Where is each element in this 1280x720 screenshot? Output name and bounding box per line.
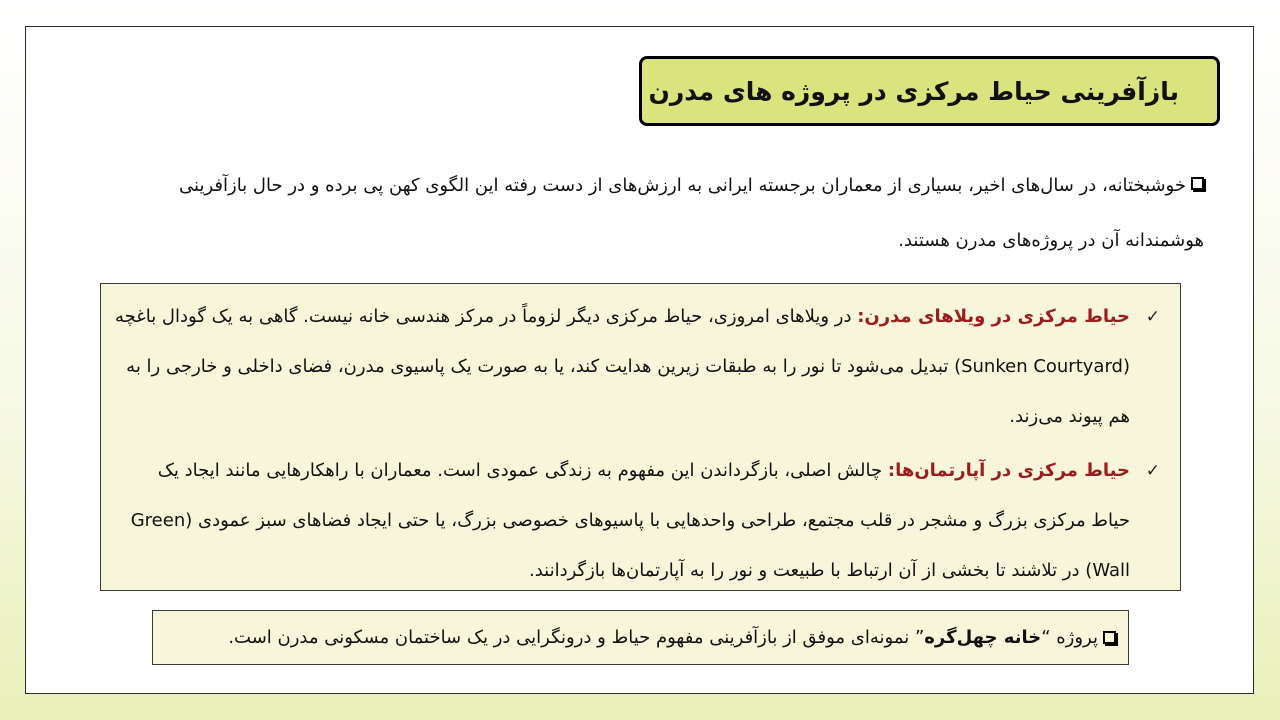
list-box [100,283,1181,591]
intro-paragraph [120,158,1204,268]
item-text-before: در ویلاهای امروزی، حیاط مرکزی دیگر لزوماً در مرکز هندسی خانه نیست. گاهی به یک گودال باغچه ( [115,306,1130,377]
check-icon: ✓ [1145,307,1160,327]
square-bullet-icon [1103,631,1116,644]
intro-text: خوشبختانه، در سال‌های اخیر، بسیاری از معماران برجسته ایرانی به ارزش‌های از دست رفته این الگوی کهن پی برده و در حال بازآفرینی هوشمندانه آن در پروژه‌های مدرن هستند. [179,175,1204,251]
item-latin-term: Sunken Courtyard [961,356,1123,377]
item-text-before: چالش اصلی، بازگرداندن این مفهوم به زندگی عمودی است. معماران با راهکارهایی مانند ایجاد یک حیاط مرکزی بزرگ و مشجر در قلب مجتمع، طراحی واحدهایی با پاسیوهای خصوصی بزرگ، یا حتی ایجاد فضاهای سبز عمودی ( [157,460,1130,531]
footer-project-name: خانه چهل‌گره [924,627,1042,648]
footer-suffix: ” نمونه‌ای موفق از بازآفرینی مفهوم حیاط و درونگرایی در یک ساختمان مسکونی مدرن است. [228,627,925,648]
check-icon: ✓ [1145,461,1160,481]
footer-box [152,610,1129,665]
page-title: بازآفرینی حیاط مرکزی در پروژه های مدرن [648,76,1179,106]
item-latin-term: Green Wall [130,510,1130,581]
item-text-after: ) در تلاشند تا بخشی از آن ارتباط با طبیعت و نور را به آپارتمان‌ها بازگردانند. [528,560,1093,581]
footer-prefix: پروژه “ [1041,627,1098,648]
item-heading: حیاط مرکزی در ویلاهای مدرن: [857,306,1130,327]
square-bullet-icon [1191,177,1204,190]
list-item-villas [115,292,1160,442]
item-text-after: ) تبدیل می‌شود تا نور را به طبقات زیرین هدایت کند، یا به صورت یک پاسیوی مدرن، فضای داخلی و خارجی را به هم پیوند می‌زند. [126,356,1130,427]
title-box [639,56,1220,126]
list-item-apartments [115,446,1160,596]
item-heading: حیاط مرکزی در آپارتمان‌ها: [887,460,1130,481]
